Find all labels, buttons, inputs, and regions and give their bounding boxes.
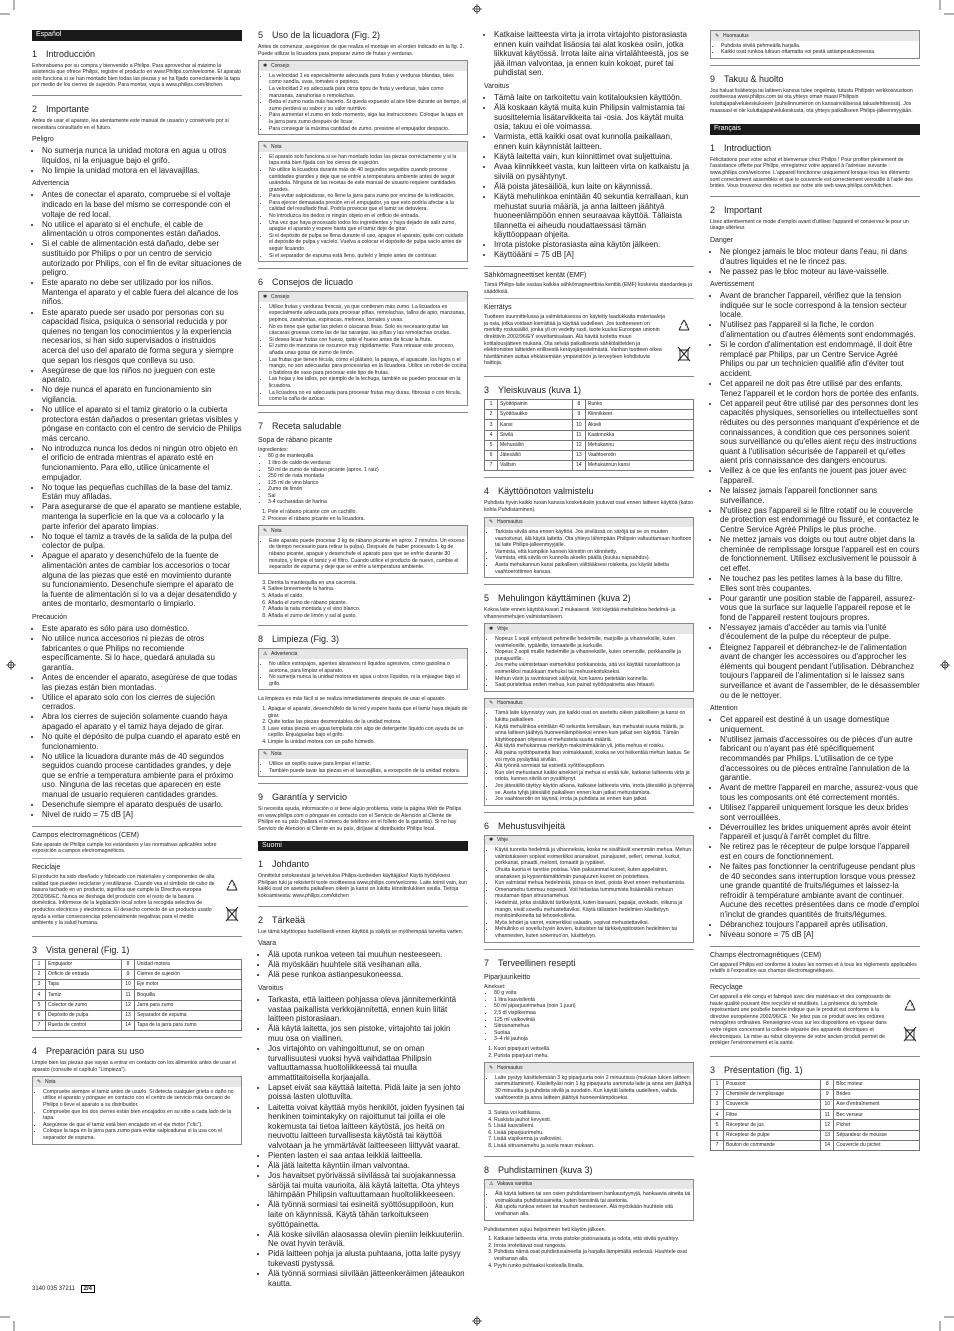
note-box: ✎ Nota • Este aparato puede procesar 3 kg de rábano picante en aprox. 2 minutos. Un exceso de tiempo necesario para retirar la pulpa). Después de haber procesado 1 kg de rábano picante, apague y desenchufe el aparato para que se enfríe durante 30 minutos, y limpie el tamiz y el filtro. Cuando utilice el producto de nuevo, cambie el separador de espuma y deje que se enfríe a temperatura ambiente. [258, 525, 468, 574]
tip-box: ✱ Consejo • La velocidad 1 es especialmente adecuada para frutas y verduras blandas, tales como sandía, uvas, tomates o pepinos. • La velocidad 2 es adecuada para otros tipos de fruta y verduras, tales como manzanas, zanahorias o remolachas. • Beba el zumo nada más hacerlo. Si queda expuesto al aire libre durante un tiempo, el zumo perderá su sabor y su valor nutritivo. • Para aumentar el zumo en todo momento, siga las instrucciones. Coloque la tapa en la jarra para zumo después de licuar. • Para conseguir la máxima cantidad de zumo, presione el empujador despacio. [258, 60, 468, 135]
table-row: 6 Jätesäiliö 13 Vaahtoerotin [485, 450, 694, 460]
divider [484, 949, 694, 950]
subheading-peligro: Peligro [32, 136, 54, 144]
paragraph: Félicitations pour votre achat et bienvenue chez Philips ! Pour profiter pleinement de l'assistance offerte par Philips, enregistrez votre appareil à l'adresse suivante : www.philips.com/welcome. L'appareil fonctionne uniquement lorsque tous les éléments sont correctement assemblés et que le couvercle est correctement verrouillé à l'aide des brides. Vous trouverez des recettes sur notre site web www.philips.com/kitchen. [710, 156, 913, 190]
crop-mark-top-right [934, 0, 954, 20]
registration-mark-top [472, 4, 482, 14]
table-row: 3 Tapa 10 Eje motor [33, 980, 242, 990]
divider [710, 196, 920, 197]
step-list: 1. Kuori piparjuuri veitsellä. 2. Purista piparjuuri mehu. [484, 1046, 694, 1059]
divider [710, 978, 920, 979]
paragraph: Puhdistaminen sujuu helpoimmin heti käytön jälkeen. [484, 1226, 606, 1233]
subheading-advertencia: Advertencia [32, 180, 69, 188]
section-heading: 2 Tärkeää [258, 914, 306, 925]
note-box: ✎ Nota • Compruebe siempre el tamiz antes de usarlo. Si detecta cualquier grieta o daño no utilice el aparato y póngase en contacto con el centro de servicio más cercano de Philips o lleve el aparato a su distribuidor. • Compruebe que los dos cierres están bien encajados en su sitio a cada lado de la tapa. • Asegúrese de que el tamiz está bien encajado en el eje motor ("clic"). • Coloque la tapa en la jarra para zumo para evitar salpicaduras si la usa con el separador de espuma. [32, 1076, 242, 1144]
divider [258, 625, 468, 626]
paragraph: La limpieza es más fácil si se realiza inmediatamente después de usar el aparato. [258, 696, 447, 703]
subheading-kierratys: Kierrätys [484, 304, 512, 312]
step-list: 3. Sulata voi kattilassa. 4. Ruskista jauhot kevyesti. 5. Lisää kasvisliemi. 6. Lisää piparjuurimehu. 7. Lisää vispikerma ja valkoviini. 8. Lisää sitruunamehu ja suola maun mukaan. [484, 1110, 694, 1150]
subheading-cem-fr: Champs électromagnétiques (CEM) [710, 951, 822, 959]
table-row: 2 Syöttöaukko 9 Kiinnikkeet [485, 410, 694, 420]
note-box: ✎ Huomautus • Laite pystyy käsittelemään 3 kg piparjuurta noin 2 minuutissa (mukaan lukien laitteen sammuttaminen). Käsiteltyäsi noin 1 kg piparjuurta sammuta laite ja anna sen jäähtyä 30 minuuttia ja puhdista siivilä ja suodatin. Kun käytät laitetta uudelleen, vaihda vaahtoerotin ja anna laitteen jäähtyä huoneenlämpöiseksi. [484, 1062, 694, 1104]
registration-mark-bottom [472, 1316, 482, 1326]
list-advertencia: • Antes de conectar el aparato, compruebe si el voltaje indicado en la base del mismo se corresponde con el voltaje de red local. • No utilice el aparato si el enchufe, el cable de alimentación u otros componentes están dañados. • Si el cable de alimentación está dañado, debe ser sustituido por Philips o por un centro de servicio autorizado por Philips, con el fin de evitar situaciones de peligro. • Este aparato no debe ser utilizado por los niños. Mantenga el aparato y el cable fuera del alcance de los niños. • Este aparato puede ser usado por personas con su capacidad física, psíquica o sensorial reducida y por quienes no tengan los conocimientos y la experiencia necesarios, si han sido supervisados o instruidos acerca del uso del aparato de forma segura y siempre que sepan los riesgos que conlleva su uso. • Asegúrese de que los niños no jueguen con este aparato. • No deje nunca el aparato en funcionamiento sin vigilancia. • No utilice el aparato si el tamiz giratorio o la cubierta protectora están dañados o presentan grietas visibles y póngase en contacto con el centro de servicio de Philips más cercano. • No introduzca nunca los dedos ni ningún otro objeto en el orificio de entrada mientras el aparato esté en funcionamiento. Para ello, utilice únicamente el empujador. • No toque las pequeñas cuchillas de la base del tamiz. Están muy afiladas. • Para asegurarse de que el aparato se mantiene estable, mantenga la superficie en la que va a colocarlo y la parte inferior del aparato limpias. • No toque el tamiz a través de la salida de la pulpa del colector de pulpa. • Apague el aparato y desenchúfelo de la fuente de alimentación antes de cambiar los accesorios o tocar alguna de las piezas que esté en movimiento durante su funcionamiento. Desenchufe siempre el aparato de la fuente de alimentación si lo va a dejar desatendido y antes de montarlo, desmontarlo o limpiarlo. [32, 190, 242, 609]
list-precaucion: • Este aparato es sólo para uso doméstico. • No utilice nunca accesorios ni piezas de otros fabricantes o que Philips no recomiende específicamente. Si lo hace, quedará anulada su garantía. • Antes de encender el aparato, asegúrese de que todas las piezas están bien montadas. • Utilice el aparato solo con los cierres de sujeción cerrados. • Abra los cierres de sujeción solamente cuando haya apagado el aparato y el tamiz haya dejado de girar. • No quite el depósito de pulpa cuando el aparato esté en funcionamiento. • No utilice la licuadora durante más de 40 segundos seguidos cuando procese cantidades grandes, y deje que se enfríe a temperatura ambiente para el próximo uso. Ninguna de las recetas que aparecen en este manual de usuario requieren cantidades grandes. • Desenchufe siempre el aparato después de usarlo. • Nivel de ruido = 75 dB [A] [32, 624, 242, 820]
language-header-es: Español [32, 30, 242, 41]
language-header-fr: Français [710, 124, 920, 135]
paragraph: Si necesita ayuda, información o si tiene algún problema, visite la página Web de Philips en www.philips.com o póngase en contacto con el Servicio de Atención al Cliente de Philips en su país (hallará el número de teléfono en el folleto de la garantía). Si no hay Servicio de Atención al Cliente en su país, diríjase al distribuidor Philips local. [258, 806, 462, 833]
list-vaara: • Älä upota runkoa veteen tai muuhun nesteeseen. • Älä myöskään huuhtele sitä vesihanan alla. • Älä pese runkoa astianpesukoneessa. [258, 950, 468, 980]
recycling-block [484, 314, 694, 370]
note-icon: ✎ [489, 700, 494, 707]
paragraph: Este aparato de Philips cumple los estándares y las normativas aplicables sobre exposición a campos electromagnéticos. [32, 841, 217, 855]
divider [258, 906, 468, 907]
subheading-varoitus2: Varoitus [484, 82, 510, 90]
divider [32, 936, 242, 937]
recycling-block [32, 874, 242, 930]
subheading-precaucion: Precaución [32, 613, 68, 621]
table-row: 3 Couvercle 10 Axe d'entraînement [711, 1100, 920, 1110]
paragraph: Lue tämä käyttöopas huolellisesti ennen käyttöä ja säilytä se myöhempää tarvetta varten. [258, 928, 464, 935]
section-heading: 8 Puhdistaminen (kuva 3) [484, 1164, 593, 1175]
table-row: 3 Kansi 10 Akseli [485, 420, 694, 430]
crossed-bin-icon [225, 906, 239, 922]
table-row: 2 Cheminée de remplissage 9 Brides [711, 1089, 920, 1099]
divider [32, 1037, 242, 1038]
section-heading: 3 Vista general (Fig. 1) [32, 944, 130, 955]
note-icon: ✎ [37, 1078, 42, 1085]
tip-box: ✱ Vihje • Käytä tuoreita hedelmiä ja vihanneksia, koska ne sisältävät enemmän mehua. Mehun valmistukseen sopivat esimerkiksi ananakset, punajuuret, selleri, omenat, kurkut, porkkanat, pinaatti, melonit, tomaatit ja rypäleet. • Ohuita kuoria ei tarvitse poistaa. Vain paksummat kuoret, kuten appelsiinin, ananaksen ja kypsentämättömän punajuuren kuoret on poistettava. • Kun valmistat mehua hedelmistä, joissa on kivet, poista kivet ennen mehustamista. • Omenamehu tummuu nopeasti. Voit hidastaa tummumista lisäämällä mehuun muutaman tipan sitruunamehua. • Hedelmät, jotka sisältävät tärkkelystä, kuten banaani, papaija, avokado, viikuna ja mango, eivät sovellu mehustettaviksi. Käytä tällaisten hedelmien käsittelyyn monitoimikonetta tai tehosekoitinta. • Myös lehdet ja varret, esimerkiksi salaatin, sopivat mehustettaviksi. • Mehulinko ei sovellu hyvin kovien, kuituisten tai tärkkelyspitoisten hedelmien tai vihannesten, kuten sokeriruo'on, käsittelyyn. [484, 835, 694, 943]
section-heading: 1 Introducción [32, 48, 96, 59]
table-row: 5 Mehusäiliö 12 Mehukannu [485, 440, 694, 450]
recycling-block [710, 994, 920, 1050]
paragraph: Ainekset: [484, 983, 506, 990]
parts-table-fr [710, 1079, 920, 1151]
section-heading: 9 Garantía y servicio [258, 792, 348, 803]
divider [32, 826, 242, 827]
step-list: 3. Derrita la mantequilla en una cacerola. 4. Saltee brevemente la harina. 5. Añada el caldo. 6. Añada el zumo de rábano picante. 7. Añada la nata montada y el vino blanco. 8. Añada el zumo de limón y sal al gusto. [258, 580, 468, 620]
warning-box: ⚠ Vakava varoitus • Älä käytä laitteen tai sen osien puhdistamiseen hankaustyynyjä, hankaavia aineita tai voimakkaita puhdistusaineita, kuten bensiiniä tai asetonia. • Älä upota runkoa veteen tai muuhun nesteeseen. Älä myöskään huuhtele sitä vesihanan alla. [484, 1179, 694, 1221]
paragraph: Lisez attentivement ce mode d'emploi avant d'utiliser l'appareil et conservez-le pour un usage ultérieur. [710, 218, 909, 232]
divider [258, 268, 468, 269]
divider [710, 65, 920, 66]
subheading-avertissement: Avertissement [710, 281, 755, 289]
note-icon: ✎ [263, 143, 268, 150]
parts-table-es [32, 959, 242, 1031]
crop-mark-top-left [0, 0, 20, 20]
list-peligro: • No sumerja nunca la unidad motora en agua u otros líquidos, ni la enjuague bajo el grifo. • No limpie la unidad motora en el lavavajillas. [32, 146, 242, 175]
paragraph: Jos haluat lisätietoja tai laitteen kanssa tulee ongelmia, tutustu Philipsin verkkosivustoon osoitteessa www.philips.com tai ota yhteys oman maasi Philipsin kuluttajapalvelukeskukseen (puhelinnumeron on kansainvälisessä takuulehtisessä). Jos maassasi ei ole kuluttajapalvelukeskusta, ota yhteys paikalliseen Philips-jälleenmyyjään. [710, 87, 913, 114]
paragraph: Enhorabuena por su compra y bienvenido a Philips. Para aprovechar al máximo la asistencia que ofrece Philips, registre el producto en www.Philips.com/welcome. El aparato solo funciona si se han montado bien todas las piezas y se ha fijado correctamente la tapa por medio de los cierres de sujeción. Para montar, vaya a www.philips.com/kitchen. [32, 62, 242, 89]
note-box: ✎ Huomautus • Puhdista siivilä pehmeällä harjalla. • Kaikki osat runkoa lukuun ottamatta voi pestä astianpesukoneessa. [710, 30, 920, 59]
section-heading: 9 Takuu & huolto [710, 73, 784, 84]
language-header-fi: Suomi [258, 841, 468, 852]
page-number: 2/4 [81, 1285, 95, 1293]
column-finnish [484, 30, 694, 1272]
warning-box: ⚠ Advertencia • No utilice estropajos, agentes abrasivos ni líquidos agresivos, como gasolina o acetona, para limpiar el aparato. • No sumerja nunca la unidad motora en agua u otros líquidos, ni la enjuague bajo el grifo. [258, 648, 468, 690]
subheading-reciclaje: Reciclaje [32, 864, 61, 872]
paragraph: Antes de comenzar, asegúrese de que realiza el montaje en el orden indicado en la fig. 2. Puede utilizar la licuadora para preparar zumo de frutas y verduras. [258, 44, 464, 57]
note-box: ✎ Huomautus • Tämä laite käynnistyy vain, jos kaikki osat on asetettu oikein paikoilleen ja kansi on lukittu paikalleen. • Käytä mehulinkoa enintään 40 sekuntia kerrallaan, kun mehustat suuria määriä, ja anna laitteen jäähtyä huoneenlämpöiseksi ennen kuin jatkat sen käyttöä. Tämän käyttöoppaan ohjeissa ei mehusteta suuria määriä. • Älä täytä mehukannua merkityn maksimimäärän yli, jotta mehua ei roisku. • Älä paina syöttöpainetta liian voimakkaasti, koska se voi heikentää mehun laatua. Se voi myös pysäyttää siivilän. • Älä työnnä sormiasi tai esineitä syöttösuppiloon. • Kun olet mehustanut kaikki ainekset ja mehua ei enää tule, katkaise laitteesta virta ja odota, kunnes siivilä on pysähtynyt. • Jos jätesäiliö täyttyy käytön aikana, katkaise laitteesta virta, irrota jätesäiliö ja tyhjennä se. Aseta tyhjä jätesäiliö paikalleen ennen kuin jatkat mehustamista. • Jos vaahtoerotin on täynnä, irrota ja puhdista se ennen kuin jatkat. [484, 698, 694, 806]
paragraph: Cet appareil a été conçu et fabriqué avec des matériaux et des composants de haute qualité pouvant être recyclés et réutilisés. La présence du symbole représentant une poubelle barrée indique que le produit est conforme à la directive européenne 2002/96/CE : Ne jetez pas ce produit avec les ordures ménagères ordinaires. Renseignez-vous sur les dispositions en vigueur dans votre région concernant la collecte séparée des appareils électriques et électroniques. La mise au rebut citoyenne de votre ancien produit permet de protéger l'environnement et la santé. [710, 993, 891, 1047]
section-heading: 7 Terveellinen resepti [484, 957, 576, 968]
table-row: 5 Récepteur de jus 12 Pichet [711, 1120, 920, 1130]
subheading-danger: Danger [710, 236, 733, 244]
section-heading: 6 Mehustusvihjeitä [484, 820, 566, 831]
column-spanish-1 [32, 30, 242, 1151]
lightbulb-icon: ✱ [263, 62, 268, 69]
registration-mark-right [940, 660, 950, 670]
footer [32, 1286, 95, 1292]
step-list: 1. Katkaise laitteesta virta, irrota pistoke pistorasiasta ja odota, että siivilä pysähtyy. 2. Irrota irrotettavat osat rungosta. 3. Puhdista nämä osat puhdistusaineella ja harjalla lämpimällä vedessä. Huuhtele osat vesihanan alla. 4. Pyyhi runko puhtaaksi kostealla liinalla. [484, 1236, 694, 1269]
table-row: 7 Valitsin 14 Mehukannun kansi [485, 461, 694, 471]
subheading-emf: Sähkömagneettiset kentät (EMF) [484, 272, 587, 280]
paragraph: Tämä Philips-laite vastaa kaikkia sähkömagneettisia kenttiä (EMF) koskevia standardeja ja säädöksiä. [484, 282, 693, 295]
recycle-icon [902, 998, 918, 1014]
table-row: 7 Bouton de commande 14 Couvercle du pichet [711, 1140, 920, 1150]
list-varoitus2: • Tämä laite on tarkoitettu vain kotitalouksien käyttöön. • Älä koskaan käytä muita kuin Philipsin valmistamia tai suosittelemia lisätarvikkeita tai -osia. Jos käytät muita osia, takuu ei ole voimassa. • Varmista, että kaikki osat ovat kunnolla paikallaan, ennen kuin käynnistät laitteen. • Käytä laitetta vain, kun kiinnittimet ovat suljettuina. • Avaa kiinnikkeet vasta, kun laitteen virta on katkaistu ja siivilä on pysähtynyt. • Älä poista jätesäiliöä, kun laite on käynnissä. • Käytä mehulinkoa enintään 40 sekuntia kerrallaan, kun mehustat suuria määriä, ja anna laitteen jäähtyä huoneenlämpöön ennen seuraavaa käyttöä. Tällaista tilannetta ei aiheudu noudattaessasi tämän käyttöoppaan ohjeita. • Irrota pistoke pistorasiasta aina käytön jälkeen. • Käyttöääni = 75 dB [A] [484, 93, 694, 260]
section-heading: 4 Preparación para su uso [32, 1046, 145, 1057]
divider [484, 266, 694, 267]
section-heading: 1 Johdanto [258, 859, 310, 870]
divider [484, 1156, 694, 1157]
section-heading: 3 Présentation (fig. 1) [710, 1064, 803, 1075]
ingredient-list: • 80 g de mantequilla • 1 litro de caldo de verduras • 50 ml de zumo de rábano picante (aprox. 1 raíz) • 250 ml de nata montada • 125 ml de vino blanco • Zumo de limón • Sal • 3-4 cucharadas de harina [258, 453, 468, 506]
table-row: 6 Depósito de pulpa 13 Separador de espuma [33, 1010, 242, 1020]
tip-box: ✱ Vihje • Nopeus 1 sopii erityisesti pehmeille hedelmille, marjoille ja vihanneksille, kuten vesimelonille, rypäleille, tomaateille ja kurkuille. • Nopeus 2 sopii muille hedelmille ja vihanneksille, kuten omenoille, porkkanoille ja punajuurille. • Jos mehu valmistetaan esimerkiksi porkkanoista, sitä voi käyttää ruoanlaittoon ja esimerkiksi maukkaan mehuksi tai mehusekoitukseksi. • Mehun värin ja ravintoarvot säilyvät, kun kannu peitetään kannella. • Saat puristettua eniten mehua, kun painat syöttöpainetta alas hitaasti. [484, 623, 694, 691]
subheading-attention: Attention [710, 705, 738, 713]
section-heading: 7 Receta saludable [258, 420, 342, 431]
document-code: 3140 035 37211 [32, 1286, 75, 1292]
table-row: 5 Colector de zumo 12 Jarra para zumo [33, 1000, 242, 1010]
table-row: 1 Poussoir 8 Bloc moteur [711, 1079, 920, 1089]
step-list: 1. Apague el aparato, desenchúfelo de la red y espere hasta que el tamiz haya dejado de girar. 2. Quite todas las piezas desmontables de la unidad motora. 3. Lave estas piezas en agua templada con algo de detergente líquido con ayuda de un cepillo. Enjuáguelas bajo el grifo. 4. Limpie la unidad motora con un paño húmedo. [258, 706, 468, 746]
subheading-vaara: Vaara [258, 940, 277, 948]
ingredient-list: • 80 g voita • 1 litra kasvislientä • 50 ml piparjuurimehua (noin 1 juuri) • 2,5 dl vispikermaa • 125 ml valkoviiniä • Sitruunamehua • Suolaa • 3–4 rkl jauhoja [484, 990, 694, 1043]
section-heading: 6 Consejos de licuado [258, 277, 354, 288]
note-box: ✎ Nota • Utilice un cepillo suave para limpiar el tamiz. • También puede lavar las piezas en el lavavajillas, a excepción de la unidad motora. [258, 749, 468, 778]
step-list: 1. Pele el rábano picante con un cuchillo. 2. Procese el rábano picante en la licuadora. [258, 509, 468, 522]
paragraph: Kokoa laite ennen käyttöä kuvan 2 mukaisesti. Voit käyttää mehulinkoa hedelmä- ja vihannesmehujen valmistamiseen. [484, 607, 676, 620]
table-row: 4 Tamiz 11 Boquilla [33, 990, 242, 1000]
paragraph: Ingredientes: [258, 446, 288, 453]
note-icon: ✎ [489, 1064, 494, 1071]
crossed-bin-icon [677, 346, 691, 362]
section-heading: 3 Yleiskuvaus (kuva 1) [484, 385, 582, 395]
lightbulb-icon: ✱ [489, 837, 494, 844]
table-row: 4 Siivilä 11 Kaatonokka [485, 430, 694, 440]
crop-mark-bottom-left [0, 1311, 20, 1331]
list-attention: • Cet appareil est destiné à un usage domestique uniquement. • N'utilisez jamais d'accessoires ou de pièces d'un autre fabricant ou n'ayant pas été spécifiquement recommandés par Philips. L'utilisation de ce type d'accessoires ou de pièces entraîne l'annulation de la garantie. • Avant de mettre l'appareil en marche, assurez-vous que tous les composants ont été correctement montés. • Utilisez l'appareil uniquement lorsque les deux brides sont verrouillées. • Déverrouillez les brides uniquement après avoir éteint l'appareil et jusqu'à l'arrêt complet du filtre. • Ne retirez pas le récepteur de pulpe lorsque l'appareil est en cours de fonctionnement. • Ne faites pas fonctionner la centrifugeuse pendant plus de 40 secondes sans interruption lorsque vous pressez une grande quantité de fruits/légumes et laissez-la refroidir à température ambiante avant de continuer. Aucune des recettes présentées dans ce mode d'emploi n'inclut de grandes quantités de fruits/légumes. • Débranchez toujours l'appareil après utilisation. • Niveau sonore = 75 dB [A] [710, 715, 920, 940]
recipe-title: Sopa de rábano picante [258, 436, 333, 444]
table-row: 6 Récepteur de pulpe 13 Séparateur de mousse [711, 1130, 920, 1140]
paragraph: Puhdista hyvin kaikki ruoan kanssa kosketuksiin joutuvat osat ennen laitteen käyttöä (katso kohta Puhdistaminen). [484, 500, 694, 513]
recycle-icon [676, 318, 692, 334]
lightbulb-icon: ✱ [489, 625, 494, 632]
paragraph: Onnittelut ostoksestasi ja tervetuloa Philips-tuotteiden käyttäjäksi! Käytä hyödyksesi Philipsin tuki ja rekisteröi tuote osoitteessa www.philips.com/welcome. Laite toimii vain, kun kaikki osat on asetettu paikalleen oikein ja kansi on lukittu kiinnitinlukkien avulla. Tietoja kokoamisesta: www.philips.com/kitchen [258, 873, 468, 900]
divider [710, 946, 920, 947]
section-heading: 5 Uso de la licuadora (Fig. 2) [258, 30, 381, 40]
note-icon: ✎ [715, 32, 720, 39]
table-row: 7 Rueda de control 14 Tapa de la jarra para zumo [33, 1020, 242, 1030]
section-heading: 8 Limpieza (Fig. 3) [258, 634, 340, 645]
divider [710, 1056, 920, 1057]
warning-icon: ⚠ [489, 1181, 494, 1188]
divider [484, 812, 694, 813]
paragraph: Antes de usar el aparato, lea atentamente este manual de usuario y consérvelo por si necesitara consultarlo en el futuro. [32, 117, 229, 131]
paragraph: Cet appareil Philips est conforme à toutes les normes et à tous les règlements applicables relatifs à l'exposition aux champs électromagnétiques. [710, 961, 917, 975]
table-row: 2 Orificio de entrada 9 Cierres de sujeción [33, 969, 242, 979]
subheading-cem: Campos electromagnéticos (CEM) [32, 831, 139, 839]
recycle-icon [224, 878, 240, 894]
list-danger: • Ne plongez jamais le bloc moteur dans l'eau, ni dans d'autres liquides et ne le rincez pas. • Ne passez pas le bloc moteur au lave-vaisselle. [710, 247, 920, 276]
section-heading: 1 Introduction [710, 142, 772, 153]
subheading-recyclage: Recyclage [710, 983, 743, 991]
divider [258, 412, 468, 413]
divider [258, 783, 468, 784]
recipe-title: Piparjuurikeitto [484, 973, 531, 981]
note-icon: ✎ [489, 519, 494, 525]
crop-mark-bottom-right [934, 1311, 954, 1331]
table-row: 1 Empujador 8 Unidad motora [33, 959, 242, 969]
registration-mark-left [6, 660, 16, 670]
divider [484, 376, 694, 377]
lightbulb-icon: ✱ [263, 293, 268, 300]
list-varoitus-cont: • Katkaise laitteesta virta ja irrota virtajohto pistorasiasta ennen kuin vaihdat lisäosia tai alat koskea osiin, jotka liikkuvat käytössä. Irrota laite aina virtalähteestä, jos se jää ilman valvontaa, ja ennen kuin kokoat, puret tai puhdistat sen. [484, 30, 694, 78]
divider [484, 584, 694, 585]
tip-box: ✱ Consejo • Utilice frutas y verduras frescas, ya que contienen más zumo. La licuadora es especialmente adecuada para procesar piñas, remolachas, tallos de apio, manzanas, pepinos, zanahorias, espinacas, melones, tomates y uvas. • No es tiene que quitar las pieles o cáscaras finas. Solo es necesario quitar las cáscaras gruesas como las de las naranjas, las piñas y las remolachas crudas. • Si desea licuar frutas con hueso, quite el hueso antes de licuar la fruta. • El zumo de manzana se oscurece muy rápidamente. Para retrasar este proceso, añada unas gotas de zumo de limón. • Las frutas que tienen fécula, como el plátano, la papaya, el aguacate, los higos o el mango, no son adecuadas para procesarlas en la licuadora. Utilice un robot de cocina o batidora de vaso para procesar este tipo de frutas. • Las hojas y los tallos, por ejemplo de la lechuga, también se pueden procesar en la licuadora. • La licuadora no es adecuada para procesar frutas muy duras, fibrosas o con fécula, como la caña de azúcar. [258, 291, 468, 406]
paragraph: El producto ha sido diseñado y fabricado con materiales y componentes de alta calidad que pueden reciclarse y reutilizarse. Cuando vea el símbolo de cubo de basura tachado en un producto, significa que cumple la Directiva europea 2002/96/EC. Nunca se deshaga del producto con el resto de la basura doméstica. Infórmese de la legislación local sobre la recogida selectiva de productos eléctricos y electrónicos. El desecho correcto de un producto usado ayuda a evitar consecuencias potencialmente negativas para el medio ambiente y la salud humana. [32, 874, 215, 927]
divider [32, 95, 242, 96]
paragraph: Limpie bien las piezas que vayan a entrar en contacto con los alimentos antes de usar el aparato (consulte el capítulo "Limpieza"). [32, 1060, 236, 1073]
list-avertissement: • Avant de brancher l'appareil, vérifiez que la tension indiquée sur le socle correspond à la tension secteur locale. • N'utilisez pas l'appareil si la fiche, le cordon d'alimentation ou d'autres éléments sont endommagés. • Si le cordon d'alimentation est endommagé, il doit être remplacé par Philips, par un Centre Service Agréé Philips ou par un technicien qualifié afin d'éviter tout accident. • Cet appareil ne doit pas être utilisé par des enfants. Tenez l'appareil et le cordon hors de portée des enfants. • Cet appareil peut être utilisé par des personnes dont les capacités physiques, sensorielles ou intellectuelles sont réduites ou des personnes manquant d'expérience et de connaissances, à condition que ces personnes soient sous surveillance ou qu'elles aient reçu des instructions quant à l'utilisation sécurisée de l'appareil et qu'elles aient pris connaissance des dangers encourus. • Veillez à ce que les enfants ne jouent pas jouer avec l'appareil. • Ne laissez jamais l'appareil fonctionner sans surveillance. • N'utilisez pas l'appareil si le filtre rotatif ou le couvercle de protection est endommagé ou fissuré, et contactez le Centre Service Agréé Philips le plus proche. • Ne mettez jamais vos doigts ou tout autre objet dans la cheminée de remplissage lorsque l'appareil est en cours de fonctionnement. Utilisez exclusivement le poussoir à cet effet. • Ne touchez pas les petites lames à la base du filtre. Elles sont très coupantes. • Pour garantir une position stable de l'appareil, assurez-vous que la surface sur laquelle l'appareil repose et le fond de l'appareil restent toujours propres. • N'essayez jamais d'accéder au tamis via l'unité d'écoulement de la pulpe du récepteur de pulpe. • Éteignez l'appareil et débranchez-le de l'alimentation avant de changer les accessoires ou d'approcher les éléments qui bougent pendant l'utilisation. Débranchez toujours l'appareil de l'alimentation si le laissez sans surveillance et avant de l'assembler, de le désassembler ou de le nettoyer. [710, 291, 920, 700]
section-heading: 2 Importante [32, 103, 90, 114]
section-heading: 4 Käyttöönoton valmistelu [484, 486, 594, 497]
paragraph: Tuotteen suunnittelussa ja valmistuksessa on käytetty laadukkaita materiaaleja ja osia, jotka voidaan kierrättää ja käyttää uudelleen. Jos tuotteeseen on merkitty roskasäiliö, jonka yli on vedetty rasti, tuote kuuluu Euroopan unionin direktiivin 2002/96/EY soveltamisalaan. Älä hävitä tuotetta muun kotitalousjätteen mukana. Ota selvää paikallisesta sähkölaitteiden ja elektronisten laitteiden erillisestä keräysjärjestelmästä. Vanhan tuotteen oikea hävittäminen auttaa ehkäisemään ympäristöön ja terveyteen kohdistuvia haittoja. [484, 314, 665, 367]
note-icon: ✎ [263, 751, 268, 757]
note-box: ✎ Huomautus • Tarkista siivilä aina ennen käyttöä. Jos siivilässä on säröjä tai se on muuten vaurioitunut, älä käytä laitetta. Ota yhteys lähimpään Philipsin valtuuttamaan huoltoon tai laite Philips-jälleenmyyjälle. • Varmista, että kumpikin kannen kiinnitin on kiinnitetty. • Varmista, että siivilä on kunnolla akselin päällä (kuuluu napsahdus). • Aseta mehukannun kansi paikalleen välttääksesi roiskeita, jos käytät laitetta vaahtoerottimen kanssa. [484, 517, 694, 579]
column-spanish-2 [258, 30, 468, 1291]
crossed-bin-icon [903, 1026, 917, 1042]
subheading-varoitus: Varoitus [258, 985, 284, 992]
divider [32, 858, 242, 859]
column-french [710, 30, 920, 1157]
section-heading: 5 Mehulingon käyttäminen (kuva 2) [484, 593, 631, 604]
note-box: ✎ Nota • El aparato solo funciona si se han montado todas las piezas correctamente y si la tapa está bien fijada con los cierres de sujeción. • No utilice la licuadora durante más de 40 segundos seguidos cuando procese cantidades grandes y deje que se enfríe a temperatura ambiente antes de seguir usándola. Ninguna de las recetas de este manual de usuario requiere cantidades grandes. • Para evitar salpicaduras, no llene la jarra para zumo por encima de la indicación. • Para ejercer demasiada presión en el empujador, ya que esto podría afectar a la calidad del resultado final. Podría provocar que el tamiz se detuviera. • No introduzca los dedos ni ningún objeto en el orificio de entrada. • Una vez que haya procesado todos los ingredientes y haya dejado de salir zumo, apague el aparato y espere hasta que el tamiz deje de girar. • Si el depósito de pulpa se llena durante el uso, apague el aparato, quite con cuidado el depósito de pulpa y vacíelo. Vuelva a colocar el depósito de pulpa vacío antes de seguir licuando. • Si el separador de espuma está lleno, quítelo y limpie antes de continuar. [258, 141, 468, 262]
table-row: 4 Filtre 11 Bec verseur [711, 1110, 920, 1120]
divider [484, 477, 694, 478]
divider [484, 298, 694, 299]
list-varoitus: • Tarkasta, että laitteen pohjassa oleva jännitemerkintä vastaa paikallista verkkojännitettä, ennen kuin liität laitteen pistorasiaan. • Älä käytä laitetta, jos sen pistoke, virtajohto tai jokin muu osa on viallinen. • Jos virtajohto on vahingoittunut, se on oman turvallisuutesi vuoksi hyvä vaihdattaa Philipsin valtuuttamassa huoltoliikkeessä tai muulla ammattitaitoisella korjaajalla. • Lapset eivät saa käyttää laitetta. Pidä laite ja sen johto poissa lasten ulottuvilta. • Laitetta voivat käyttää myös henkilöt, joiden fyysinen tai henkinen toimintakyky on rajoittunut tai joilla ei ole kokemusta tai tietoa laitteen käytöstä, jos heitä on neuvottu laitteen turvallisesta käytöstä tai käyttöä valvotaan ja he ymmärtävät laitteeseen liittyvät vaarat. • Pienten lasten ei saa antaa leikkiä laitteella. • Älä jätä laitetta käyntiin ilman valvontaa. • Jos havaitset pyörivässä siivilässä tai suojakannessa säröjä tai muita vaurioita, älä käytä laitetta. Ota yhteys lähimpään Philipsin valtuuttamaan huoltoliikkeeseen. • Älä työnnä sormiasi tai esineitä syöttösuppiloon, kun laite on käynnissä. Käytä tähän tarkoitukseen syöttöpainetta. • Älä koske siivilän alaosassa oleviin pieniin leikkuuteriin. Ne ovat hyvin teräviä. • Pidä laitteen pohja ja alusta puhtaana, jotta laite pysyy tukevasti pystyssä. • Älä työnnä sormiasi siivilään jätteenkeräimen jäteaukon kautta. [258, 995, 468, 1288]
warning-icon: ⚠ [263, 650, 268, 657]
table-row: 1 Syöttöpainin 8 Runko [485, 400, 694, 410]
section-heading: 2 Important [710, 204, 763, 215]
parts-table-fi [484, 399, 694, 471]
note-icon: ✎ [263, 527, 268, 534]
